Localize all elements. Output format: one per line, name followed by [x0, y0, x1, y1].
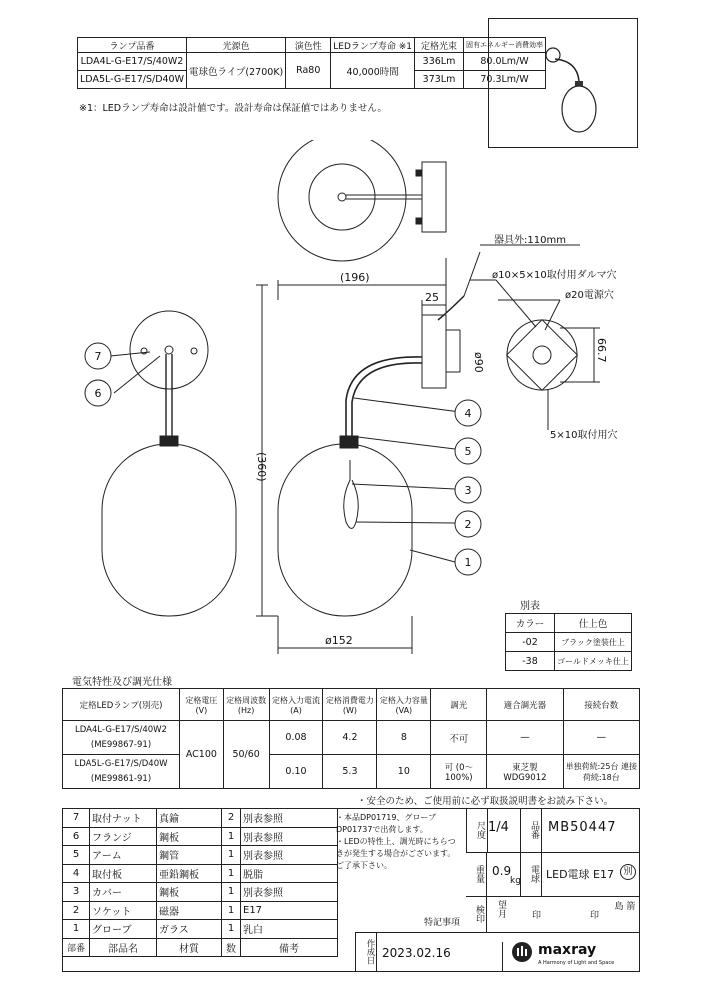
part-note: 別表参照 [241, 846, 338, 865]
elec-row2-dimmer: 東芝製 WDG9012 [487, 755, 563, 789]
part-no: 6 [63, 827, 90, 846]
color-header-code: カラー [506, 614, 555, 633]
elec-header-dimmer: 適合調光器 [487, 689, 563, 721]
weight-unit: kg [510, 876, 521, 886]
lamp-header-flux: 定格光束 [415, 38, 464, 53]
product-number: MB50447 [548, 820, 617, 835]
made-date: 2023.02.16 [382, 946, 451, 960]
color-finish-38: ゴールドメッキ仕上 [555, 652, 632, 671]
look-label: 望月 [496, 900, 506, 918]
note-power-hole: ø20電源穴 [565, 290, 614, 301]
elec-row1-count: — [563, 721, 639, 755]
lamp-row2-eff: 70.3Lm/W [464, 71, 546, 89]
elec-row2-lamp-code: (ME99861-91) [90, 773, 152, 784]
note-hole-daruma: ø10×5×10取付用ダルマ穴 [492, 270, 617, 281]
part-name: フランジ [90, 827, 157, 846]
weight-value: 0.9 [492, 864, 512, 878]
brand-name: maxray [538, 942, 597, 958]
lamp-header-life: LEDランプ寿命 ※1 [331, 38, 415, 53]
stamp-2: 印 [590, 911, 600, 921]
part-material: 亜鉛鋼板 [157, 864, 222, 883]
parts-header-qty: 数 [222, 938, 241, 956]
elec-row2-lamp: LDA5L-G-E17/S/D40W [74, 758, 168, 769]
lamp-row2-model: LDA5L-G-E17/S/D40W [78, 71, 187, 89]
elec-voltage: AC100 [180, 721, 224, 789]
elec-header-voltage: 定格電圧 (V) [180, 689, 224, 721]
spec-mark: 別 [620, 864, 636, 880]
parts-header-material: 材質 [157, 938, 222, 956]
elec-freq: 50/60 [223, 721, 269, 789]
callout-5: 5 [464, 445, 472, 458]
part-qty: 1 [222, 883, 241, 902]
elec-header-count: 接続台数 [563, 689, 639, 721]
scale-label: 尺度 [466, 808, 488, 852]
lamp-row2-flux: 373Lm [415, 71, 464, 89]
callout-6: 6 [94, 387, 102, 400]
part-no: 3 [63, 883, 90, 902]
elec-row2-current: 0.10 [269, 755, 323, 789]
parts-header-name: 部品名 [90, 938, 157, 956]
made-label: 作成日 [355, 932, 377, 972]
part-qty: 1 [222, 901, 241, 920]
elec-row2-power: 5.3 [323, 755, 377, 789]
parts-table [62, 808, 338, 957]
brand-sub: A Harmony of Light and Space [538, 960, 615, 966]
part-name: カバー [90, 883, 157, 902]
lamp-row1-model: LDA4L-G-E17/S/40W2 [78, 53, 187, 71]
part-no: 1 [63, 920, 90, 939]
dim-width-196: (196) [340, 271, 370, 284]
spec-value: LED電球 E17 [546, 868, 614, 881]
elec-header-va: 定格入力容量 (VA) [377, 689, 431, 721]
lamp-row1-flux: 336Lm [415, 53, 464, 71]
color-finish-02: ブラック塗装仕上 [555, 633, 632, 652]
part-material: 鋼板 [157, 883, 222, 902]
part-material: 真鍮 [157, 809, 222, 828]
part-no: 2 [63, 901, 90, 920]
elec-row1-dimmer: — [487, 721, 563, 755]
lamp-life-note: ※1：LEDランプ寿命は設計値です。設計寿命は保証値ではありません。 [79, 103, 387, 114]
part-name: アーム [90, 846, 157, 865]
elec-title: 電気特性及び調光仕様 [72, 677, 172, 688]
title-divider-3 [466, 932, 640, 933]
perspective-illustration [489, 19, 637, 147]
elec-header-current: 定格入力電流 (A) [269, 689, 323, 721]
lamp-ra: Ra80 [286, 53, 331, 89]
part-note: 別表参照 [241, 883, 338, 902]
elec-row2-va: 10 [377, 755, 431, 789]
elec-header-power: 定格消費電力 (W) [323, 689, 377, 721]
color-code-38: -38 [506, 652, 555, 671]
part-name: 取付板 [90, 864, 157, 883]
title-block [466, 808, 640, 972]
special-notes [336, 812, 456, 872]
elec-row1-dim: 不可 [431, 721, 487, 755]
part-name: グローブ [90, 920, 157, 939]
part-qty: 1 [222, 846, 241, 865]
lamp-header-ra: 演色性 [286, 38, 331, 53]
part-note: 脱脂 [241, 864, 338, 883]
callout-1: 1 [464, 556, 472, 569]
color-table [505, 613, 632, 671]
part-qty: 2 [222, 809, 241, 828]
lamp-light-color: 電球色ライプ(2700K) [187, 53, 286, 89]
elec-row2-count: 単独荷続:25台 連接荷続:18台 [563, 755, 639, 789]
elec-row1-lamp-code: (ME99867-91) [90, 739, 152, 750]
color-header-finish: 仕上色 [555, 614, 632, 633]
lamp-header-color: 光源色 [187, 38, 286, 53]
elec-row1-power: 4.2 [323, 721, 377, 755]
special-label: 特記事項 [424, 918, 461, 928]
title-divider-1 [466, 852, 640, 853]
part-no: 7 [63, 809, 90, 828]
check-label: 検印 [466, 896, 487, 932]
color-table-title: 別表 [520, 601, 540, 612]
special-note-1: ・本品DP01719、グローブDP01737で出荷します。 [336, 813, 437, 834]
safety-note: ・安全のため、ご使用前に必ず取扱説明書をお読み下さい。 [357, 796, 614, 807]
callout-2: 2 [464, 518, 472, 531]
number-label: 品番 [520, 808, 542, 852]
spec-label: 電球 [520, 852, 542, 896]
note-mount-hole: 5×10取付用穴 [550, 430, 618, 441]
part-material: 鋼板 [157, 827, 222, 846]
part-name: ソケット [90, 901, 157, 920]
brand-divider [502, 942, 504, 972]
elec-row1-va: 8 [377, 721, 431, 755]
part-material: ガラス [157, 920, 222, 939]
part-material: 磁器 [157, 901, 222, 920]
elec-row2-dim: 可 (0～100%) [431, 755, 487, 789]
note-cable-length: 器具外:110mm [494, 235, 566, 246]
dim-phi90: ø90 [472, 352, 485, 373]
approver: 島 箭 [614, 902, 636, 912]
part-note: 乳白 [241, 920, 338, 939]
part-note: 別表参照 [241, 809, 338, 828]
lamp-life: 40,000時間 [331, 53, 415, 89]
elec-header-dim: 調光 [431, 689, 487, 721]
technical-drawing [0, 140, 707, 670]
maxray-logo-icon [510, 940, 534, 964]
lamp-row1-eff: 80.0Lm/W [464, 53, 546, 71]
callout-3: 3 [464, 484, 472, 497]
part-material: 鋼管 [157, 846, 222, 865]
date-divider [356, 932, 466, 933]
lamp-header-eff: 固有エネルギー消費効率 [464, 38, 546, 53]
scale-value: 1/4 [488, 820, 509, 835]
elec-row1-current: 0.08 [269, 721, 323, 755]
parts-header-note: 備考 [241, 938, 338, 956]
title-divider-2 [466, 896, 640, 897]
dim-height-360: (360) [255, 452, 268, 482]
part-qty: 1 [222, 827, 241, 846]
part-name: 取付ナット [90, 809, 157, 828]
callout-7: 7 [94, 350, 102, 363]
elec-header-lamp: 定格LEDランプ(別売) [63, 689, 180, 721]
elec-row1-lamp: LDA4L-G-E17/S/40W2 [75, 724, 167, 735]
part-no: 5 [63, 846, 90, 865]
weight-label: 重量 [466, 852, 487, 896]
part-note: E17 [241, 901, 338, 920]
dim-phi152: ø152 [325, 634, 353, 647]
part-note: 別表参照 [241, 827, 338, 846]
special-note-2: ・LEDの特性上、調光時にちらつきが発生する場合がございます。ご了承下さい。 [336, 837, 456, 870]
part-qty: 1 [222, 864, 241, 883]
color-code-02: -02 [506, 633, 555, 652]
lamp-table [77, 37, 546, 89]
callout-4: 4 [464, 407, 472, 420]
part-qty: 1 [222, 920, 241, 939]
elec-header-freq: 定格周波数 (Hz) [223, 689, 269, 721]
elec-table [62, 688, 640, 789]
perspective-inset [488, 18, 638, 148]
part-no: 4 [63, 864, 90, 883]
dim-66-7: 66.7 [595, 338, 608, 363]
dim-25: 25 [425, 291, 439, 304]
stamp-1: 印 [532, 911, 542, 921]
lamp-header-model: ランプ品番 [78, 38, 187, 53]
parts-header-no: 部番 [63, 938, 90, 956]
